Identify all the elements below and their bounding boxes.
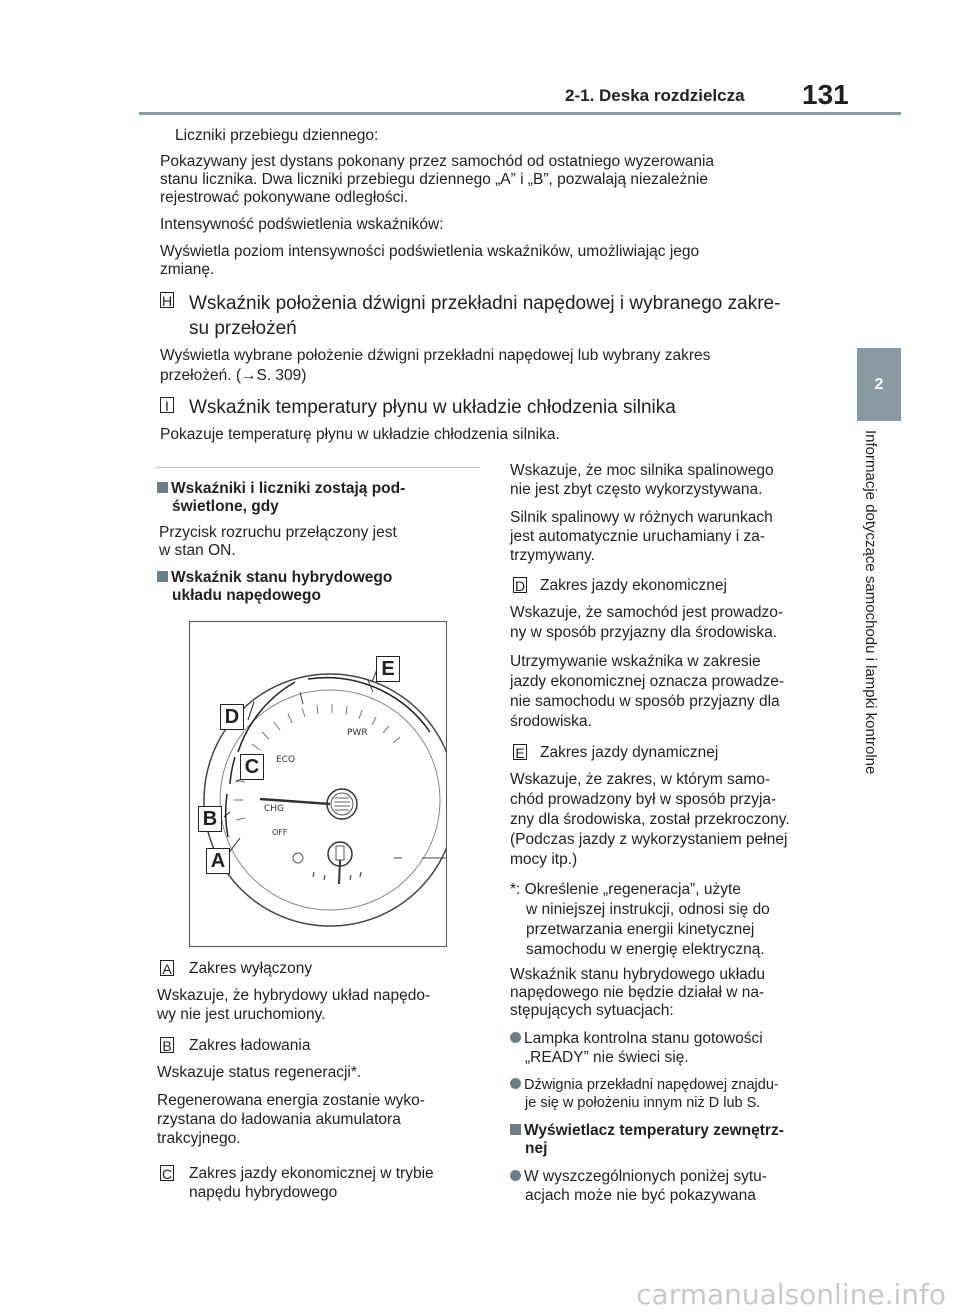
- b-body-1: Wskazuje status regeneracji*.: [157, 1064, 362, 1081]
- section-h-body-2: przełożeń. (→S. 309): [160, 367, 307, 384]
- callout-e: E: [376, 656, 400, 682]
- bullet-2b: je się w położeniu innym niż D lub S.: [525, 1095, 761, 1111]
- a-body-2: wy nie jest uruchomiony.: [157, 1006, 326, 1023]
- brightness-title: Intensywność podświetlenia wskaźników:: [160, 216, 444, 233]
- label-d: D: [514, 578, 526, 594]
- trip-body-3: rejestrować pokonywane odległości.: [160, 189, 409, 206]
- e-title: Zakres jazdy dynamicznej: [540, 744, 719, 761]
- square-bullet-icon: [157, 482, 168, 493]
- hybrid-indicator-illustration: [189, 621, 447, 947]
- bullet-2: Dźwignia przekładni napędowej znajdu-: [510, 1076, 779, 1094]
- page-number: 131: [802, 79, 849, 110]
- gauge-chg-text: CHG: [264, 804, 285, 814]
- bullet-1: Lampka kontrolna stanu gotowości: [510, 1030, 763, 1048]
- r-body-1: Wskazuje, że moc silnika spalinowego: [510, 462, 774, 479]
- subheading-lit: Wskaźniki i liczniki zostają pod-: [157, 480, 405, 498]
- chapter-tab: 2: [857, 348, 901, 421]
- chapter-title: Informacje dotyczące samochodu i lampki kontrolne: [862, 430, 879, 775]
- note-4: samochodu w energię elektryczną.: [526, 941, 765, 958]
- bullet-1b: „READY” nie świeci się.: [525, 1049, 689, 1066]
- label-e: E: [513, 744, 527, 760]
- a-title: Zakres wyłączony: [189, 960, 313, 977]
- e-body-5: mocy itp.): [510, 851, 578, 868]
- e-body-1: Wskazuje, że zakres, w którym samo-: [510, 771, 771, 788]
- column-rule: [156, 467, 480, 468]
- r-body-2: nie jest zbyt często wykorzystywana.: [510, 481, 763, 498]
- section-h-body-1: Wyświetla wybrane położenie dźwigni przekładni napędowej lub wybrany zakres: [160, 347, 711, 364]
- bullet-3: W wyszczególnionych poniżej sytu-: [510, 1168, 767, 1186]
- d-title: Zakres jazdy ekonomicznej: [540, 577, 727, 594]
- square-bullet-icon: [510, 1124, 521, 1135]
- r-body-7: napędowego nie będzie działał w na-: [510, 984, 765, 1001]
- watermark: carmanualsonline.info: [636, 1278, 946, 1311]
- bullet-3b: acjach może nie być pokazywana: [525, 1187, 756, 1204]
- label-c: C: [161, 1166, 173, 1182]
- round-bullet-icon: [510, 1078, 521, 1089]
- lit-body-1: Przycisk rozruchu przełączony jest: [159, 524, 397, 541]
- note-1: *: Określenie „regeneracja”, użyte: [510, 881, 741, 898]
- callout-d: D: [220, 704, 244, 730]
- b-body-4: trakcyjnego.: [157, 1130, 241, 1147]
- callout-b: B: [198, 806, 222, 832]
- header-rule: [139, 112, 901, 115]
- a-body-1: Wskazuje, że hybrydowy układ napędo-: [157, 987, 431, 1004]
- trip-title: Liczniki przebiegu dziennego:: [175, 127, 379, 144]
- d-body-5: nie samochodu w sposób przyjazny dla: [510, 693, 780, 710]
- square-bullet-icon: [157, 571, 168, 582]
- subheading-lit-2: świetlone, gdy: [172, 498, 279, 515]
- d-body-4: jazdy ekonomicznej oznacza prowadze-: [510, 673, 784, 690]
- gauge-off-text: OFF: [272, 828, 288, 837]
- subheading-hybrid: Wskaźnik stanu hybrydowego: [157, 569, 392, 587]
- e-body-3: zny dla środowiska, został przekroczony.: [510, 811, 790, 828]
- lit-body-2: w stan ON.: [159, 542, 236, 559]
- b-title: Zakres ładowania: [189, 1037, 311, 1054]
- section-h-title-1: Wskaźnik położenia dźwigni przekładni napędowej i wybranego zakre-: [189, 293, 781, 314]
- e-body-2: chód prowadzony był w sposób przyja-: [510, 791, 777, 808]
- subheading-temp: Wyświetlacz temperatury zewnętrz-: [510, 1122, 784, 1140]
- trip-body-2: stanu licznika. Dwa liczniki przebiegu dziennego „A” i „B”, pozwalają niezależnie: [160, 171, 708, 188]
- callout-c: C: [240, 754, 264, 780]
- round-bullet-icon: [510, 1170, 521, 1181]
- d-body-1: Wskazuje, że samochód jest prowadzo-: [510, 604, 784, 621]
- section-header: 2-1. Deska rozdzielcza: [565, 86, 745, 105]
- trip-body-1: Pokazywany jest dystans pokonany przez samochód od ostatniego wyzerowania: [160, 153, 715, 170]
- callout-a: A: [206, 848, 230, 874]
- r-body-6: Wskaźnik stanu hybrydowego układu: [510, 966, 766, 983]
- d-body-6: środowiska.: [510, 713, 592, 730]
- c-title-1: Zakres jazdy ekonomicznej w trybie: [189, 1165, 434, 1182]
- r-body-5: trzymywany.: [510, 547, 595, 564]
- label-a: A: [160, 960, 174, 976]
- brightness-body-2: zmianę.: [160, 261, 215, 278]
- label-i: I: [160, 397, 174, 413]
- brightness-body-1: Wyświetla poziom intensywności podświetlenia wskaźników, umożliwiając jego: [160, 243, 700, 260]
- section-i-body: Pokazuje temperaturę płynu w układzie chłodzenia silnika.: [160, 426, 560, 443]
- label-h: H: [161, 293, 173, 309]
- section-h-title-2: su przełożeń: [189, 318, 297, 339]
- b-body-2: Regenerowana energia zostanie wyko-: [157, 1092, 425, 1109]
- b-body-3: rzystana do ładowania akumulatora: [157, 1111, 401, 1128]
- round-bullet-icon: [510, 1032, 521, 1043]
- d-body-2: ny w sposób przyjazny dla środowiska.: [510, 624, 778, 641]
- hybrid-gauge-svg: [190, 622, 446, 946]
- note-3: przetwarzania energii kinetycznej: [526, 921, 755, 938]
- subheading-temp-2: nej: [525, 1140, 548, 1157]
- gauge-eco-text: ECO: [276, 755, 296, 765]
- gauge-pwr-text: PWR: [347, 728, 368, 738]
- section-i-title: Wskaźnik temperatury płynu w układzie chłodzenia silnika: [189, 397, 676, 418]
- r-body-8: stępujących sytuacjach:: [510, 1002, 674, 1019]
- e-body-4: (Podczas jazdy z wykorzystaniem pełnej: [510, 831, 788, 848]
- note-2: w niniejszej instrukcji, odnosi się do: [526, 901, 770, 918]
- r-body-3: Silnik spalinowy w różnych warunkach: [510, 509, 773, 526]
- label-b: B: [160, 1037, 174, 1053]
- r-body-4: jest automatycznie uruchamiany i za-: [510, 528, 766, 545]
- subheading-hybrid-2: układu napędowego: [172, 587, 321, 604]
- c-title-2: napędu hybrydowego: [189, 1184, 338, 1201]
- d-body-3: Utrzymywanie wskaźnika w zakresie: [510, 653, 761, 670]
